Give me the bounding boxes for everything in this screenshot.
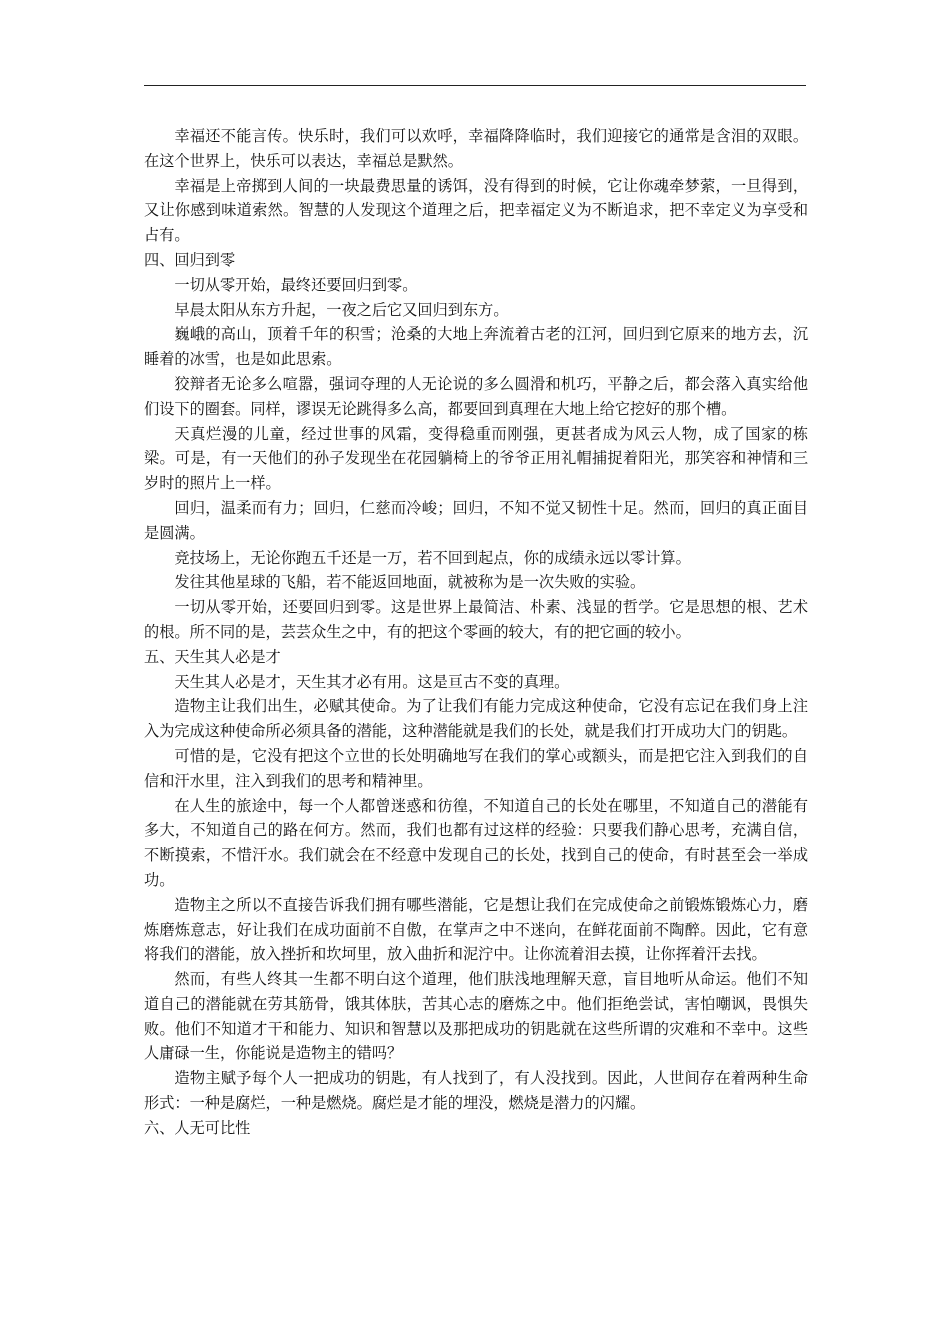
paragraph: 天真烂漫的儿童，经过世事的风霜，变得稳重而刚强，更甚者成为风云人物，成了国家的栋梁。可是，有一天他们的孙子发现坐在花园躺椅上的爷爷正用礼帽捕捉着阳光，那笑容和神情和三岁时的照片上一样。: [144, 424, 808, 493]
paragraph: 回归，温柔而有力；回归，仁慈而冷峻；回归，不知不觉又韧性十足。然而，回归的真正面目是圆满。: [144, 498, 808, 542]
paragraph: 狡辩者无论多么喧嚣，强词夺理的人无论说的多么圆滑和机巧，平静之后，都会落入真实给他们设下的圈套。同样，谬误无论跳得多么高，都要回到真理在大地上给它挖好的那个槽。: [144, 374, 808, 418]
paragraph: 巍峨的高山，顶着千年的积雪；沧桑的大地上奔流着古老的江河，回归到它原来的地方去，沉睡着的冰雪，也是如此思索。: [144, 325, 808, 369]
paragraph: 然而，有些人终其一生都不明白这个道理，他们肤浅地理解天意，盲目地听从命运。他们不知道自己的潜能就在劳其筋骨，饿其体肤，苦其心志的磨炼之中。他们拒绝尝试，害怕嘲讽，畏惧失败。他们不知道才干和能力、知识和智慧以及那把成功的钥匙就在这些所谓的灾难和不幸中。这些人庸碌一生，你能说是造物主的错吗？: [144, 970, 808, 1063]
paragraph: 早晨太阳从东方升起，一夜之后它又回归到东方。: [174, 300, 509, 319]
paragraph: 一切从零开始，还要回归到零。这是世界上最简洁、朴素、浅显的哲学。它是思想的根、艺术的根。所不同的是，芸芸众生之中，有的把这个零画的较大，有的把它画的较小。: [144, 598, 808, 641]
paragraph: 造物主让我们出生，必赋其使命。为了让我们有能力完成这种使命，它没有忘记在我们身上注入为完成这种使命所必须具备的潜能，这种潜能就是我们的长处，就是我们打开成功大门的钥匙。: [144, 697, 808, 741]
paragraph: 竞技场上，无论你跑五千还是一万，若不回到起点，你的成绩永远以零计算。: [174, 548, 691, 567]
paragraph: 天生其人必是才，天生其才必有用。这是亘古不变的真理。: [174, 672, 570, 691]
section-heading-5: 五、天生其人必是才: [144, 647, 281, 666]
paragraph: 可惜的是，它没有把这个立世的长处明确地写在我们的掌心或额头，而是把它注入到我们的自信和汗水里，注入到我们的思考和精神里。: [144, 746, 808, 790]
section-heading-6: 六、人无可比性: [144, 1118, 251, 1137]
paragraph: 造物主赋予每个人一把成功的钥匙，有人找到了，有人没找到。因此，人世间存在着两种生命形式：一种是腐烂，一种是燃烧。腐烂是才能的埋没，燃烧是潜力的闪耀。: [144, 1069, 808, 1113]
paragraph: 幸福是上帝掷到人间的一块最费思量的诱饵，没有得到的时候，它让你魂牵梦萦，一旦得到，又让你感到味道索然。智慧的人发现这个道理之后，把幸福定义为不断追求，把不幸定义为享受和占有。: [144, 176, 808, 245]
paragraph: 造物主之所以不直接告诉我们拥有哪些潜能，它是想让我们在完成使命之前锻炼锻炼心力，磨炼磨炼意志，好让我们在成功面前不自傲，在掌声之中不迷向，在鲜花面前不陶醉。因此，它有意将我们的潜能，放入挫折和坎坷里，放入曲折和泥泞中。让你流着泪去摸，让你挥着汗去找。: [144, 895, 808, 964]
paragraph: 发往其他星球的飞船，若不能返回地面，就被称为是一次失败的实验。: [174, 573, 646, 592]
document-body: [144, 124, 808, 1141]
paragraph: 一切从零开始，最终还要回归到零。: [174, 275, 418, 294]
paragraph: 在人生的旅途中，每一个人都曾迷惑和彷徨，不知道自己的长处在哪里，不知道自己的潜能有多大，不知道自己的路在何方。然而，我们也都有过这样的经验：只要我们静心思考，充满自信，不断摸索，不惜汗水。我们就会在不经意中发现自己的长处，找到自己的使命，有时甚至会一举成功。: [144, 796, 808, 889]
header-rule: [144, 85, 806, 86]
paragraph: 幸福还不能言传。快乐时，我们可以欢呼，幸福降降临时，我们迎接它的通常是含泪的双眼。在这个世界上，快乐可以表达，幸福总是默然。: [144, 127, 808, 170]
section-heading-4: 四、回归到零: [144, 250, 236, 269]
